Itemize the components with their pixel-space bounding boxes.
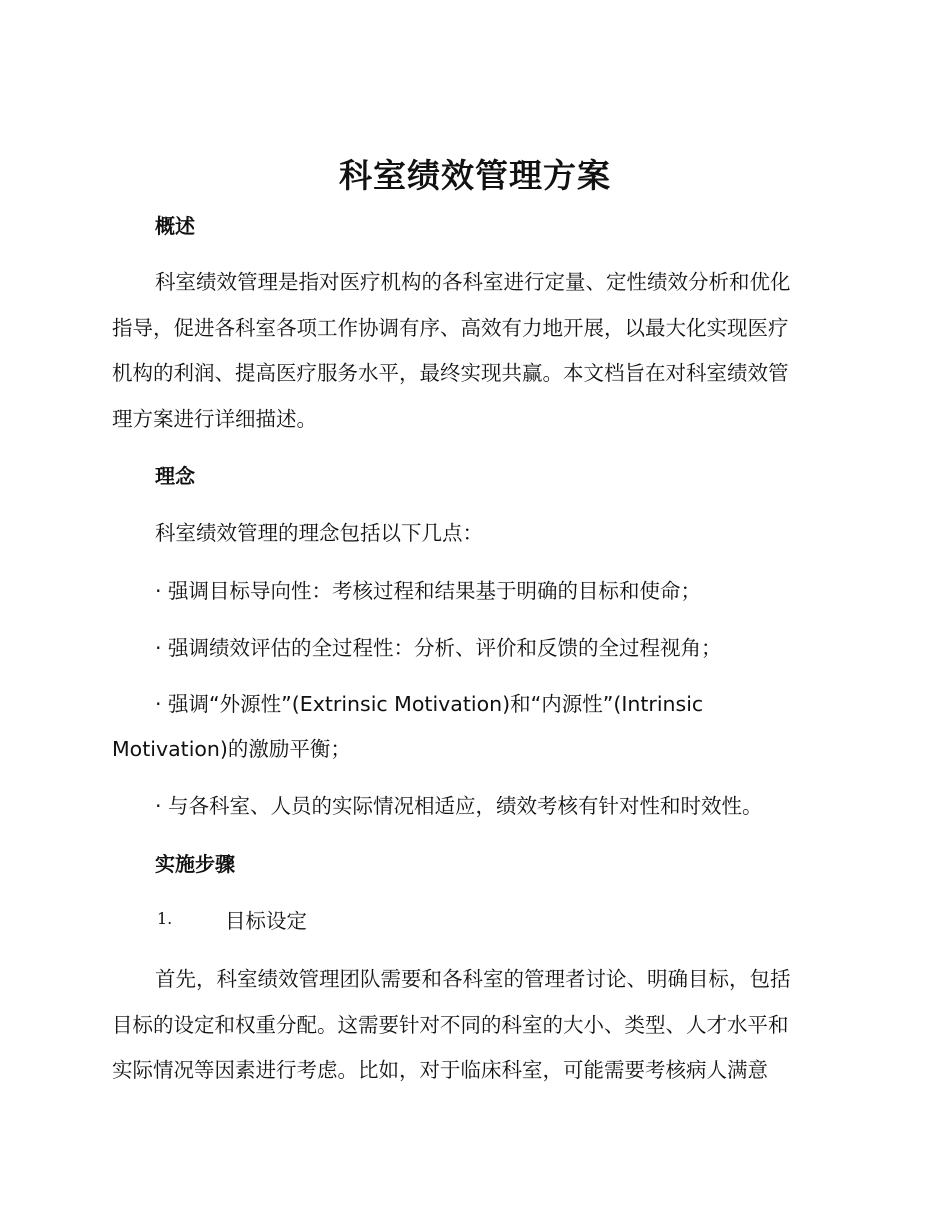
section-heading-implementation: 实施步骤	[155, 852, 235, 876]
paragraph-line: 机构的利润、提高医疗服务水平，最终实现共赢。本文档旨在对科室绩效管	[112, 361, 789, 385]
paragraph-line: 科室绩效管理是指对医疗机构的各科室进行定量、定性绩效分析和优化	[155, 270, 791, 294]
paragraph-line: 科室绩效管理的理念包括以下几点：	[155, 521, 483, 545]
bullet-item: · 强调“外源性”(Extrinsic Motivation)和“内源性”(Intrinsic	[155, 692, 704, 716]
paragraph-line: 首先，科室绩效管理团队需要和各科室的管理者讨论、明确目标，包括	[155, 967, 791, 991]
paragraph-line: 目标的设定和权重分配。这需要针对不同的科室的大小、类型、人才水平和	[112, 1013, 789, 1037]
step-label: 目标设定	[225, 909, 307, 933]
page-title: 科室绩效管理方案	[339, 156, 611, 195]
paragraph-line: 指导，促进各科室各项工作协调有序、高效有力地开展，以最大化实现医疗	[112, 316, 789, 340]
section-heading-overview: 概述	[155, 214, 195, 238]
bullet-item: · 强调绩效评估的全过程性：分析、评价和反馈的全过程视角；	[155, 636, 722, 660]
bullet-item: · 强调目标导向性：考核过程和结果基于明确的目标和使命；	[155, 579, 702, 603]
paragraph-line: 理方案进行详细描述。	[112, 407, 317, 431]
bullet-item-continuation: Motivation)的激励平衡；	[112, 737, 351, 761]
section-heading-philosophy: 理念	[155, 464, 195, 488]
step-number: 1.	[157, 909, 173, 928]
bullet-item: · 与各科室、人员的实际情况相适应，绩效考核有针对性和时效性。	[155, 794, 763, 818]
paragraph-line: 实际情况等因素进行考虑。比如，对于临床科室，可能需要考核病人满意	[112, 1058, 768, 1082]
